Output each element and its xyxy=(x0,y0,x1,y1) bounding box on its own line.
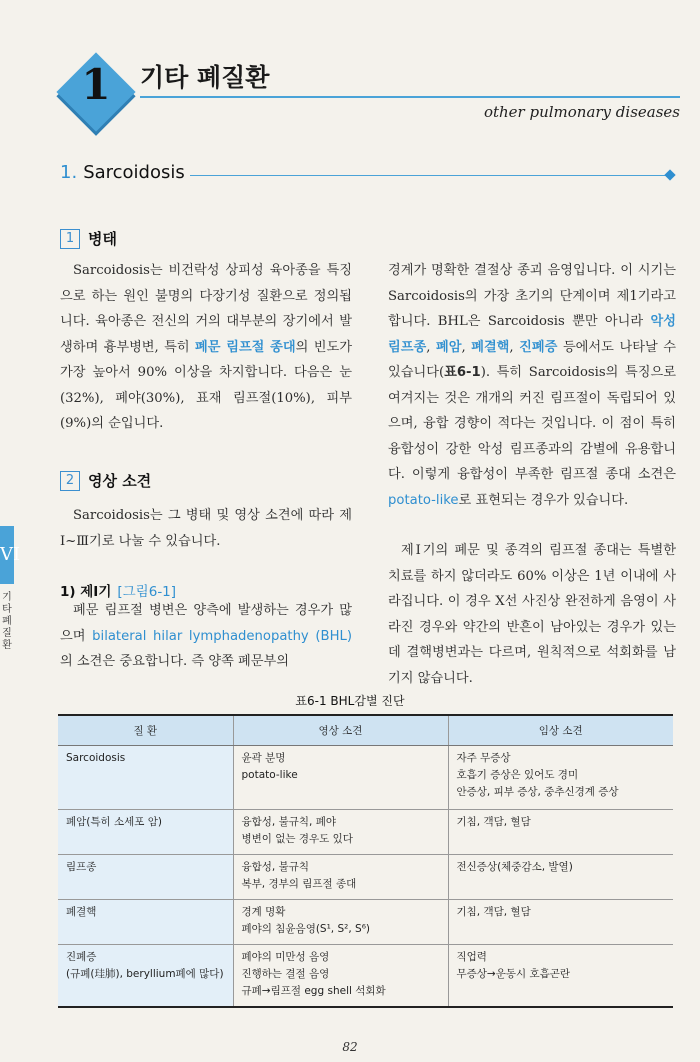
page-number: 82 xyxy=(342,1040,358,1054)
imaging-intro-paragraph: Sarcoidosis는 그 병태 및 영상 소견에 따라 제Ⅰ~Ⅲ기로 나눌 수 있습니다. xyxy=(60,508,352,549)
column-header: 질 환 xyxy=(58,715,233,745)
table-caption: 표6-1 BHL감별 진단 xyxy=(295,694,405,708)
bhl-differential-table xyxy=(58,714,673,1008)
cell-line: 안증상, 피부 증상, 중추신경계 증상 xyxy=(456,785,619,798)
cell-line: 융합성, 불규칙 xyxy=(241,860,310,873)
cell-line: (규폐(珪肺), beryllium폐에 많다) xyxy=(66,967,224,980)
cell-line: potato-like xyxy=(241,768,298,781)
highlight-term: 진폐증 xyxy=(519,339,558,355)
table-row xyxy=(58,899,673,944)
highlight-term: 폐결핵 xyxy=(471,339,510,355)
table-cell-imaging xyxy=(233,944,448,1007)
table-cell-clinical xyxy=(448,745,673,809)
cell-line: 융합성, 불규칙, 폐야 xyxy=(241,815,336,828)
table-cell-disease xyxy=(58,854,233,899)
table-cell-disease xyxy=(58,809,233,854)
separator: , xyxy=(426,339,436,355)
pathology-paragraph xyxy=(60,258,352,437)
separator: , xyxy=(509,339,520,355)
stage1-title: 1) 제Ⅰ기 xyxy=(60,584,112,600)
table-row xyxy=(58,809,673,854)
subheading-title: 영상 소견 xyxy=(88,472,152,490)
chapter-number: 1 xyxy=(81,60,111,109)
section-heading xyxy=(60,162,185,183)
subheading-title: 병태 xyxy=(88,230,117,248)
cell-line: 규폐→림프절 egg shell 석회화 xyxy=(241,984,386,997)
cell-line: 폐야의 미만성 음영 xyxy=(241,950,330,963)
right-column-paragraph xyxy=(388,258,676,513)
cell-line: 진행하는 결절 음영 xyxy=(241,967,330,980)
table-row xyxy=(58,944,673,1007)
diamond-marker-icon xyxy=(664,169,675,180)
table-row xyxy=(58,745,673,809)
header-divider xyxy=(140,96,680,98)
cell-line: 기침, 객담, 혈담 xyxy=(456,815,531,828)
figure-reference: [그림6-1] xyxy=(117,584,177,600)
cell-line: 무증상→운동시 호흡곤란 xyxy=(456,967,571,980)
table-cell-clinical xyxy=(448,899,673,944)
section-number: 1. xyxy=(60,162,78,183)
text-run: 의 소견은 중요합니다. 즉 양쪽 폐문부의 xyxy=(60,654,289,669)
cell-line: 병변이 없는 경우도 있다 xyxy=(241,832,353,845)
chapter-side-tab: VI xyxy=(0,526,14,584)
cell-line: 진폐증 xyxy=(66,950,97,963)
separator: , xyxy=(461,339,472,355)
table-header-row xyxy=(58,715,673,745)
cell-line: 자주 무증상 xyxy=(456,751,511,764)
table-cell-clinical xyxy=(448,809,673,854)
right-column-paragraph-2: 제Ⅰ기의 폐문 및 종격의 림프절 종대는 특별한 치료를 하지 않더라도 60% 이상은 1년 이내에 사라집니다. 이 경우 X선 사진상 완전하게 음영이 사라진 경우와 약간의 반흔이 남아있는 경우가 있는데 결핵병변과는 다르며, 원칙적으로 석회화를 남기지 않습니다. xyxy=(388,543,676,686)
text-run: 로 표현되는 경우가 있습니다. xyxy=(458,492,629,508)
stage1-paragraph xyxy=(60,598,352,675)
table-row xyxy=(58,854,673,899)
highlight-term: 폐암 xyxy=(435,339,462,355)
table-cell-disease xyxy=(58,899,233,944)
table-cell-clinical xyxy=(448,854,673,899)
table-cell-clinical xyxy=(448,944,673,1007)
cell-line: Sarcoidosis xyxy=(66,751,126,764)
subheading-number-box: 2 xyxy=(60,471,80,491)
section-title: Sarcoidosis xyxy=(83,162,185,183)
text-run: 의 빈도가 가장 높아서 90% 이상을 차지합니다. 다음은 눈(32%), 폐야(30%), 표재 림프절(10%), 피부(9%)의 순입니다. xyxy=(60,339,352,431)
stage1-heading xyxy=(60,580,176,600)
highlight-term: bilateral hilar lymphadenopathy (BHL) xyxy=(92,628,353,644)
column-header: 임상 소견 xyxy=(448,715,673,745)
table-reference: 표6-1 xyxy=(444,365,481,380)
cell-line: 기침, 객담, 혈담 xyxy=(456,905,531,918)
cell-line: 복부, 경부의 림프절 종대 xyxy=(241,877,357,890)
table-cell-imaging xyxy=(233,809,448,854)
text-run: 폐문 림프절 병변은 양측에 발생하는 경우가 많으며 xyxy=(60,603,352,644)
table-cell-disease xyxy=(58,745,233,809)
subheading-pathology xyxy=(60,228,117,249)
chapter-title: 기타 폐질환 xyxy=(140,63,270,92)
text-run: Sarcoidosis는 비건락성 상피성 육아종을 특징으로 하는 원인 불명의 다장기성 질환으로 정의됩니다. 육아종은 전신의 거의 대부분의 장기에서 발생하며 흉부병변, 특히 xyxy=(60,263,352,355)
cell-line: 전신증상(체중감소, 발열) xyxy=(456,860,573,873)
chapter-subtitle: other pulmonary diseases xyxy=(483,103,680,121)
cell-line: 폐암(특히 소세포 암) xyxy=(66,815,163,828)
table-cell-imaging xyxy=(233,899,448,944)
cell-line: 윤곽 분명 xyxy=(241,751,286,764)
subheading-number-box: 1 xyxy=(60,229,80,249)
cell-line: 폐결핵 xyxy=(66,905,97,918)
subheading-imaging xyxy=(60,470,151,491)
section-divider xyxy=(190,175,670,176)
cell-line: 직업력 xyxy=(456,950,487,963)
cell-line: 폐야의 침윤음영(S¹, S², S⁶) xyxy=(241,922,371,935)
text-run: 등에서도 나타날 수 있습니다( xyxy=(388,339,676,380)
column-header: 영상 소견 xyxy=(233,715,448,745)
side-tab-label: 기타 폐질환 xyxy=(2,592,12,651)
chapter-badge xyxy=(56,52,136,132)
highlight-term: 폐문 림프절 종대 xyxy=(194,339,296,355)
table-cell-imaging xyxy=(233,854,448,899)
cell-line: 림프종 xyxy=(66,860,97,873)
cell-line: 경계 명확 xyxy=(241,905,286,918)
highlight-term: 악성 림프종 xyxy=(388,314,676,355)
table-cell-imaging xyxy=(233,745,448,809)
text-run: 경계가 명확한 결절상 종괴 음영입니다. 이 시기는 Sarcoidosis의 가장 초기의 단계이며 제1기라고 합니다. BHL은 Sarcoidosis 뿐만 아니라 xyxy=(388,263,676,329)
highlight-term: potato-like xyxy=(388,492,459,508)
cell-line: 호흡기 증상은 있어도 경미 xyxy=(456,768,579,781)
text-run: ). 특히 Sarcoidosis의 특징으로 여겨지는 것은 개개의 커진 림프절이 독립되어 있으며, 융합 경향이 적다는 것입니다. 이 점이 특히 융합성이 강한 악성 림프종과의 감별에 유용합니다. 이렇게 융합성이 부족한 림프절 종대 소견은 xyxy=(388,365,676,482)
table-cell-disease xyxy=(58,944,233,1007)
